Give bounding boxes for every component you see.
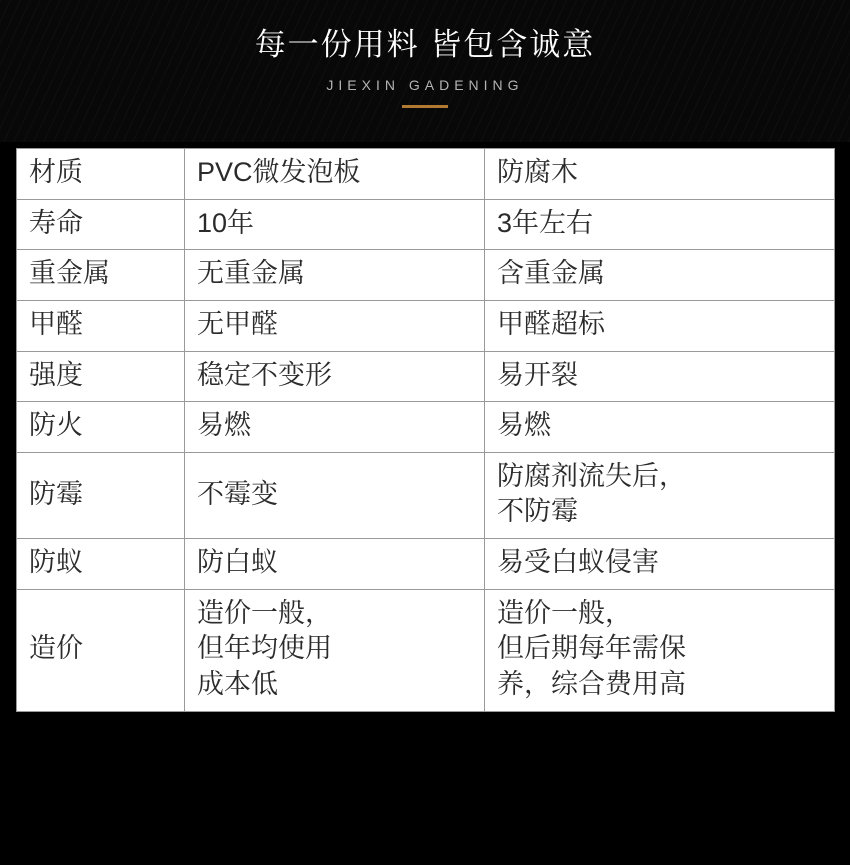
wood-value-line: 但后期每年需保 bbox=[497, 633, 686, 664]
row-label-cell: 甲醛 bbox=[17, 300, 185, 351]
pvc-value-line: 易燃 bbox=[197, 410, 251, 441]
wood-value-line: 造价一般， bbox=[497, 597, 632, 628]
wood-value-lines bbox=[497, 256, 822, 292]
row-label-cell: 重金属 bbox=[17, 250, 185, 301]
wood-value-lines bbox=[497, 596, 822, 703]
table-row bbox=[17, 402, 835, 453]
row-label-cell: 寿命 bbox=[17, 199, 185, 250]
table-row bbox=[17, 452, 835, 538]
pvc-value-lines bbox=[197, 596, 472, 703]
pvc-value-lines bbox=[197, 477, 472, 513]
wood-value-cell bbox=[485, 539, 835, 590]
wood-value-lines bbox=[497, 206, 822, 242]
pvc-value-cell bbox=[185, 351, 485, 402]
pvc-value-cell bbox=[185, 452, 485, 538]
wood-value-cell bbox=[485, 250, 835, 301]
table-row bbox=[17, 199, 835, 250]
pvc-value-line: 无甲醛 bbox=[197, 308, 278, 339]
row-label-cell: 防火 bbox=[17, 402, 185, 453]
pvc-value-lines bbox=[197, 358, 472, 394]
table-row bbox=[17, 250, 835, 301]
pvc-value-cell bbox=[185, 149, 485, 200]
pvc-value-line: 防白蚁 bbox=[197, 547, 278, 577]
wood-value-line: 不防霉 bbox=[497, 496, 578, 527]
wood-value-line: 养，综合费用高 bbox=[497, 668, 686, 699]
wood-value-line: 易燃 bbox=[497, 410, 551, 441]
wood-value-cell bbox=[485, 351, 835, 402]
row-label-cell: 防蚁 bbox=[17, 539, 185, 590]
wood-value-lines bbox=[497, 545, 822, 581]
pvc-value-line: PVC微发泡板 bbox=[197, 157, 361, 187]
row-label-cell: 防霉 bbox=[17, 452, 185, 538]
wood-value-line: 易开裂 bbox=[497, 359, 578, 390]
wood-value-cell bbox=[485, 300, 835, 351]
row-label-cell: 造价 bbox=[17, 589, 185, 711]
wood-value-lines bbox=[497, 358, 822, 394]
pvc-value-lines bbox=[197, 206, 472, 242]
wood-value-line: 甲醛超标 bbox=[497, 308, 605, 339]
row-label-cell: 强度 bbox=[17, 351, 185, 402]
wood-value-line: 易受白蚁侵害 bbox=[497, 547, 659, 577]
pvc-value-cell bbox=[185, 539, 485, 590]
wood-value-line: 含重金属 bbox=[497, 258, 605, 289]
title-divider bbox=[402, 105, 448, 108]
pvc-value-lines bbox=[197, 545, 472, 581]
pvc-value-line: 无重金属 bbox=[197, 258, 305, 289]
pvc-value-cell bbox=[185, 589, 485, 711]
pvc-value-line: 但年均使用 bbox=[197, 633, 332, 664]
pvc-value-lines bbox=[197, 256, 472, 292]
table-body bbox=[17, 149, 835, 712]
page-title: 每一份用料 皆包含诚意 bbox=[254, 27, 596, 62]
brand-subtitle: JIEXIN GADENING bbox=[326, 77, 524, 94]
pvc-value-line: 不霉变 bbox=[197, 478, 278, 509]
pvc-value-lines bbox=[197, 307, 472, 343]
wood-value-cell bbox=[485, 199, 835, 250]
pvc-value-line: 成本低 bbox=[197, 668, 278, 699]
wood-value-lines bbox=[497, 408, 822, 444]
comparison-table bbox=[16, 148, 835, 712]
wood-value-cell bbox=[485, 149, 835, 200]
wood-value-line: 3年左右 bbox=[497, 207, 594, 238]
table-row bbox=[17, 300, 835, 351]
wood-value-lines bbox=[497, 459, 822, 530]
pvc-value-line: 10年 bbox=[197, 207, 255, 238]
table-row bbox=[17, 351, 835, 402]
wood-value-lines bbox=[497, 155, 822, 191]
pvc-value-line: 稳定不变形 bbox=[197, 359, 332, 390]
table-row bbox=[17, 589, 835, 711]
wood-value-line: 防腐木 bbox=[497, 157, 578, 187]
pvc-value-line: 造价一般， bbox=[197, 597, 332, 628]
pvc-value-lines bbox=[197, 155, 472, 191]
pvc-value-lines bbox=[197, 408, 472, 444]
pvc-value-cell bbox=[185, 250, 485, 301]
wood-value-cell bbox=[485, 589, 835, 711]
table-row bbox=[17, 539, 835, 590]
pvc-value-cell bbox=[185, 300, 485, 351]
wood-value-cell bbox=[485, 402, 835, 453]
table-row bbox=[17, 149, 835, 200]
header-banner bbox=[0, 0, 850, 142]
wood-value-lines bbox=[497, 307, 822, 343]
pvc-value-cell bbox=[185, 199, 485, 250]
wood-value-line: 防腐剂流失后， bbox=[497, 460, 686, 491]
pvc-value-cell bbox=[185, 402, 485, 453]
comparison-table-container bbox=[16, 148, 834, 712]
row-label-cell: 材质 bbox=[17, 149, 185, 200]
wood-value-cell bbox=[485, 452, 835, 538]
